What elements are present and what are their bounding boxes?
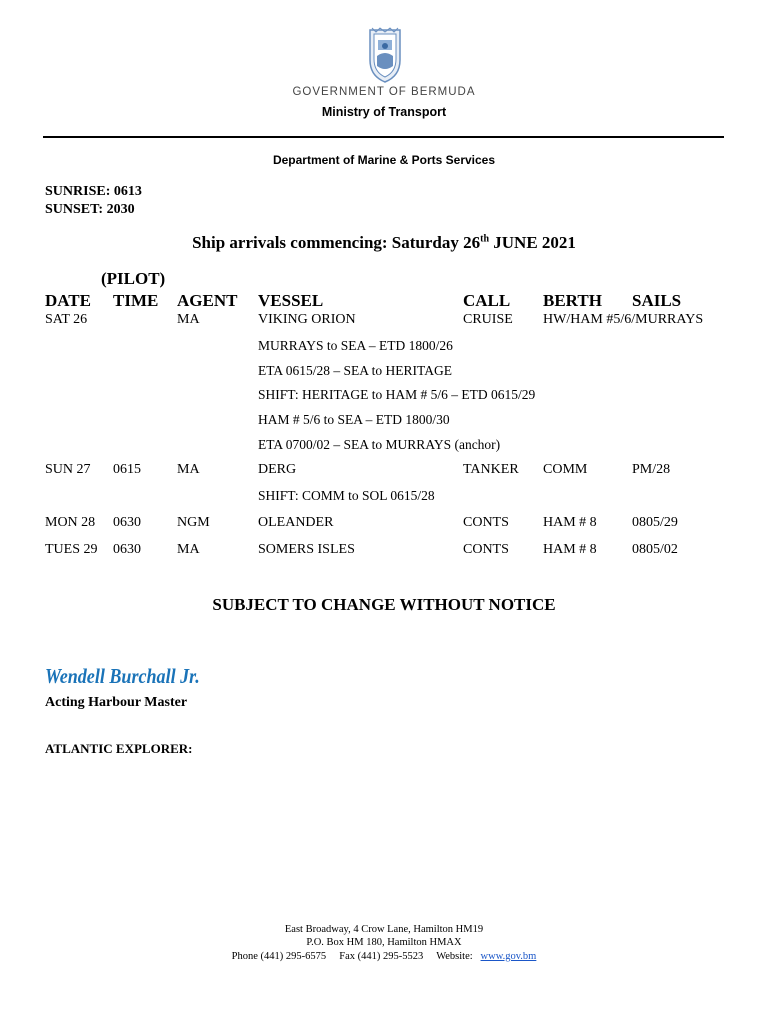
footer-address: East Broadway, 4 Crow Lane, Hamilton HM19 — [284, 924, 484, 935]
row-agent: MA — [177, 542, 200, 557]
footer-website-label: Website: — [436, 951, 473, 962]
schedule-note: SHIFT: HERITAGE to HAM # 5/6 – ETD 0615/29 — [258, 387, 536, 402]
time-header: TIME — [113, 291, 159, 310]
row-call: CONTS — [463, 515, 509, 530]
footer-po-box: P.O. Box HM 180, Hamilton HMAX — [306, 937, 462, 948]
signature: Wendell Burchall Jr. — [45, 664, 200, 688]
row-berth: HW/HAM #5/6/MURRAYS — [543, 312, 704, 327]
schedule-note: HAM # 5/6 to SEA – ETD 1800/30 — [258, 412, 450, 427]
row-berth: COMM — [543, 462, 588, 477]
row-time: 0630 — [113, 542, 141, 557]
arrivals-prefix: Ship arrivals commencing: Saturday 26 — [192, 233, 481, 252]
row-sails: 0805/02 — [632, 542, 678, 557]
government-of-bermuda-label: GOVERNMENT OF BERMUDA — [292, 86, 476, 98]
schedule-note: MURRAYS to SEA – ETD 1800/26 — [258, 338, 453, 353]
row-call: CRUISE — [463, 312, 513, 327]
footer-fax: Fax (441) 295-5523 — [339, 951, 424, 962]
agent-header: AGENT — [177, 291, 238, 310]
schedule-note: ETA 0615/28 – SEA to HERITAGE — [258, 363, 452, 378]
date-header: DATE — [45, 291, 91, 310]
arrivals-rest: JUNE 2021 — [489, 233, 576, 252]
row-time: 0630 — [113, 515, 141, 530]
row-call: CONTS — [463, 542, 509, 557]
header-divider — [43, 136, 724, 138]
row-date: SUN 27 — [45, 462, 91, 477]
row-berth: HAM # 8 — [543, 515, 597, 530]
berth-header: BERTH — [543, 291, 602, 310]
row-sails: 0805/29 — [632, 515, 678, 530]
website-link[interactable]: www.gov.bm — [480, 951, 537, 962]
arrivals-suffix: th — [480, 233, 490, 245]
ministry-title: Ministry of Transport — [321, 105, 447, 119]
change-notice: SUBJECT TO CHANGE WITHOUT NOTICE — [212, 595, 556, 614]
row-sails: PM/28 — [632, 462, 671, 477]
arrivals-heading — [0, 233, 768, 253]
sunrise-text: SUNRISE: 0613 — [45, 184, 142, 199]
row-vessel: OLEANDER — [258, 515, 334, 530]
sunset-text: SUNSET: 2030 — [45, 202, 135, 217]
row-agent: MA — [177, 462, 200, 477]
atlantic-explorer-heading: ATLANTIC EXPLORER: — [45, 741, 193, 756]
row-date: SAT 26 — [45, 312, 88, 327]
call-header: CALL — [463, 291, 511, 310]
row-vessel: DERG — [258, 462, 297, 477]
row-time: 0615 — [113, 462, 141, 477]
row-vessel: SOMERS ISLES — [258, 542, 355, 557]
pilot-header: (PILOT) — [101, 269, 166, 288]
department-title: Department of Marine & Ports Services — [272, 153, 496, 167]
row-date: MON 28 — [45, 515, 96, 530]
row-agent: NGM — [177, 515, 210, 530]
sails-header: SAILS — [632, 291, 682, 310]
schedule-note: ETA 0700/02 – SEA to MURRAYS (anchor) — [258, 437, 501, 452]
footer-contact — [0, 951, 768, 962]
schedule-note: SHIFT: COMM to SOL 0615/28 — [258, 488, 435, 503]
row-date: TUES 29 — [45, 542, 98, 557]
vessel-header: VESSEL — [258, 291, 324, 310]
signatory-title: Acting Harbour Master — [45, 695, 188, 710]
footer-phone: Phone (441) 295-6575 — [231, 951, 327, 962]
bermuda-coat-of-arms-icon — [366, 26, 404, 84]
row-berth: HAM # 8 — [543, 542, 597, 557]
row-call: TANKER — [463, 462, 519, 477]
row-vessel: VIKING ORION — [258, 312, 356, 327]
row-agent: MA — [177, 312, 200, 327]
